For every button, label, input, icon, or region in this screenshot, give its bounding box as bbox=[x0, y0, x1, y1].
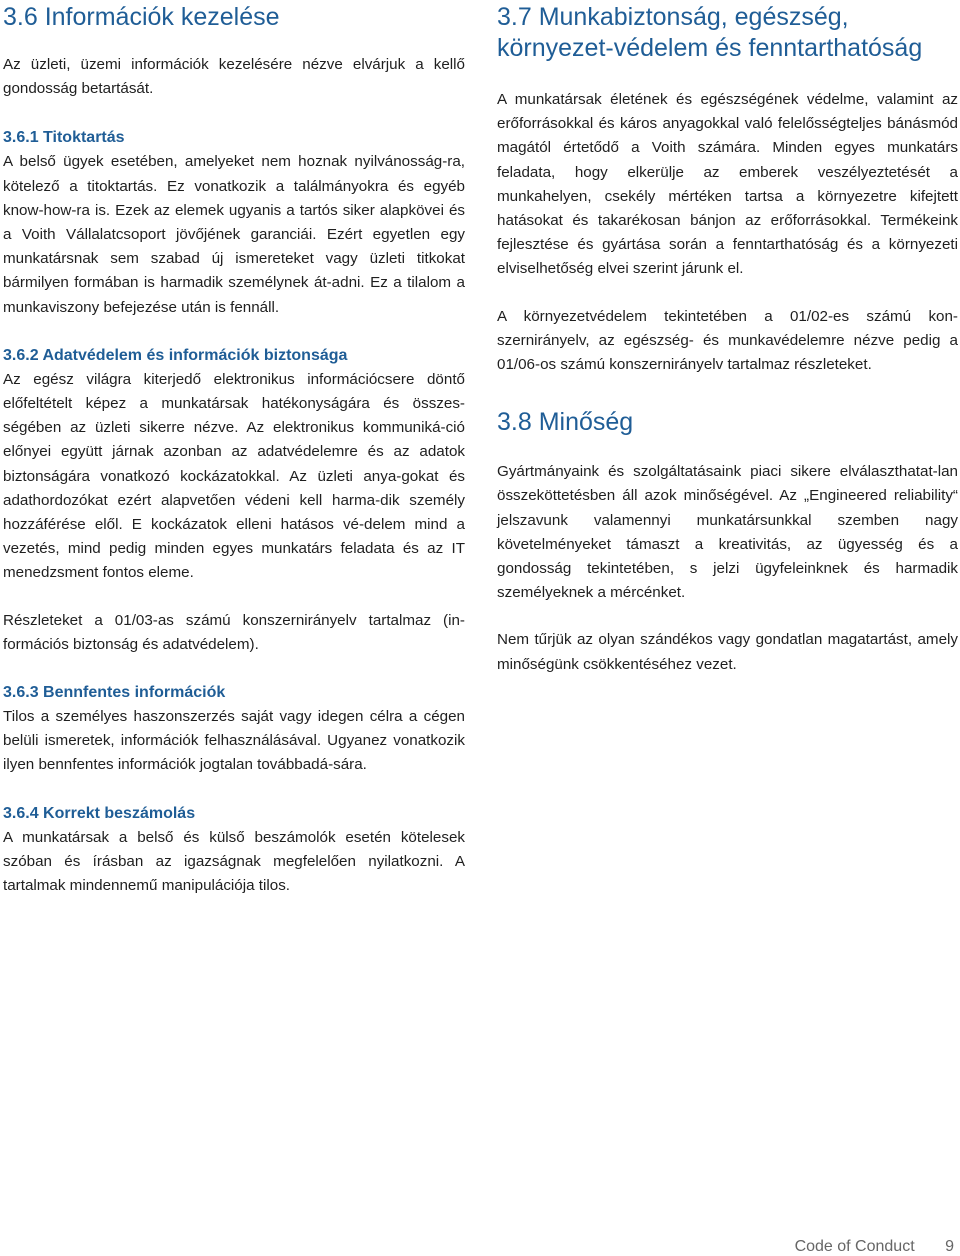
footer-label: Code of Conduct bbox=[794, 1238, 915, 1255]
section-3-6-2-body: Az egész világra kiterjedő elektronikus információcsere döntő előfeltételt képez a munkatársak hatékonyságára és összes-ségében az üzleti sikerre nézve. Az elektronikus kommuniká-ció előnyei együtt járnak azonban az adatvédelemre és az adatok biztonságára vonatkozó kockázatokkal. Az üzleti anya-gokat és adathordozókat ezért alapvetően védeni kell harma-dik személy hozzáférése elől. E kockázatok elleni hatásos vé-delem mind a vezetés, mind pedig minden egyes munkatárs feladata és az IT menedzsment fontos eleme. bbox=[3, 370, 465, 582]
section-3-8-body-2: Nem tűrjük az olyan szándékos vagy gondatlan magatartást, amely minőségünk csökkentéséhez vezet. bbox=[497, 631, 958, 673]
section-3-8-body-1: Gyártmányaink és szolgáltatásaink piaci sikere elválaszthatat-lan összeköttetésben áll azok minőségével. Az „Engineered reliability“ jelszavunk valamennyi munkatársunkkal szemben nagy követelményeket támaszt a kreativitás, az ügyesség és a gondosság tekintetében, s jelzi ügyfeleinknek és harmadik személyeknek a mércénket. bbox=[497, 463, 958, 602]
section-3-6-2-title: 3.6.2 Adatvédelem és információk biztonsága bbox=[3, 346, 348, 364]
section-3-7-body-2: A környezetvédelem tekintetében a 01/02-es számú kon-szernirányelv, az egészség- és munkavédelemre nézve pedig a 01/06-os számú konszernirányelv tartalmaz részleteket. bbox=[497, 307, 958, 374]
section-3-6-3-body: Tilos a személyes haszonszerzés saját vagy idegen célra a cégen belüli ismeretek, információk felhasználásával. Ugyanez vonatkozik ilyen bennfentes információk jogtalan továbbadá-sára. bbox=[3, 708, 465, 774]
section-3-7-body-1: A munkatársak életének és egészségének védelme, valamint az erőforrásokkal és káros anyagokkal való felelősségteljes bánásmód magától értetődő a Voith számára. Minden egyes munkatárs feladata, hogy elkerülje az emberek veszélyeztetését a munkahelyen, csekély mértéken tartsa a környezetre kifejtett hatásokat és takarékosan bánjon az erőforrásokkal. Termékeink fejlesztése és gyártása során a fenntarthatóság és a környezeti elviselhetőség elvei szerint járunk el. bbox=[497, 91, 958, 278]
page-footer bbox=[795, 1238, 954, 1256]
section-3-6-1-body: A belső ügyek esetében, amelyeket nem hoznak nyilvánosság-ra, kötelező a titoktartás. Ez vonatkozik a találmányokra és egyéb know-how-ra is. Ezek az elemek ugyanis a tartós siker alapkövei és a Voith Vállalatcsoport jövőjének garanciái. Ezért egyetlen egy munkatársnak sem szabad új ismereteket vagy üzleti titkokat bármilyen formában is harmadik személynek át-adni. Ez a tilalom a munkaviszony befejezése után is fennáll. bbox=[3, 153, 465, 316]
section-3-6-title: 3.6 Információk kezelése bbox=[3, 3, 280, 31]
section-3-6-2-reference: Részleteket a 01/03-as számú konszernirányelv tartalmaz (in-formációs biztonság és adatvédelem). bbox=[3, 611, 465, 653]
section-3-6-1-title: 3.6.1 Titoktartás bbox=[3, 129, 125, 147]
section-3-6-4-body: A munkatársak a belső és külső beszámolók esetén kötelesek szóban és írásban az igazságnak megfelelően nyilatkozni. A tartalmak mindennemű manipulációja tilos. bbox=[3, 828, 465, 895]
page-number: 9 bbox=[945, 1238, 954, 1255]
right-column bbox=[497, 0, 958, 677]
section-3-6-3-title: 3.6.3 Bennfentes információk bbox=[3, 684, 226, 702]
left-column bbox=[3, 0, 465, 898]
section-3-7-title: 3.7 Munkabiztonság, egészség, környezet-védelem és fenntarthatóság bbox=[497, 3, 923, 62]
section-3-6-4-title: 3.6.4 Korrekt beszámolás bbox=[3, 804, 196, 822]
section-3-8-title: 3.8 Minőség bbox=[497, 408, 634, 437]
section-3-6-intro: Az üzleti, üzemi információk kezelésére nézve elvárjuk a kellő gondosság betartását. bbox=[3, 56, 465, 98]
